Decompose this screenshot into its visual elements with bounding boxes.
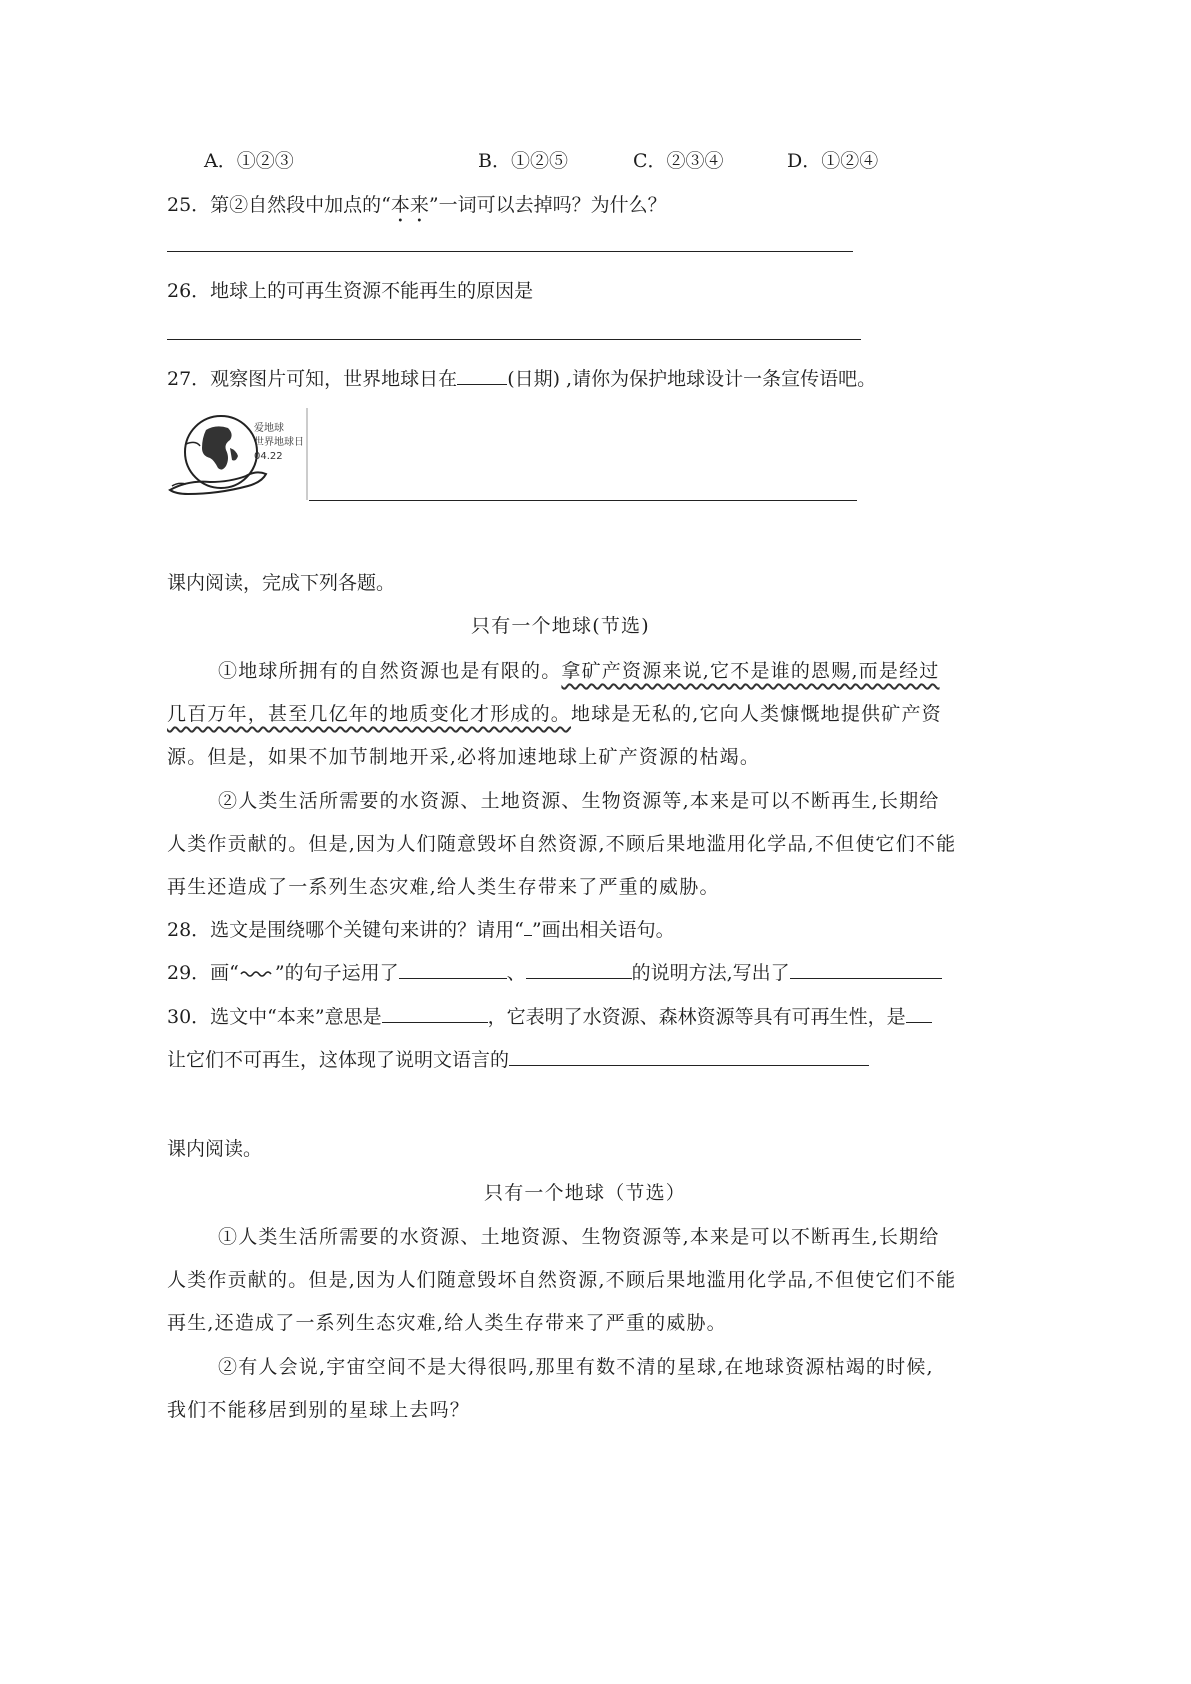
p1-sentence-d: 地球是无私的,它向人类慷慨地提供矿产资 (571, 703, 942, 725)
dotted-word: 本来 (390, 194, 429, 216)
question-27-after: (日期) (507, 368, 561, 390)
p1-wavy-b: 几百万年，甚至几亿年的地质变化才形成的。 (167, 703, 572, 725)
section-2-p1-line2: 人类作贡献的。但是,因为人们随意毁坏自然资源,不顾后果地滥用化学品,不但使它们不能 (167, 1269, 957, 1291)
section-1-intro: 课内阅读，完成下列各题。 (167, 572, 396, 594)
answer-line-25[interactable] (167, 251, 853, 252)
blank-language[interactable] (509, 1049, 869, 1066)
section-2-title: 只有一个地球（节选） (484, 1182, 687, 1204)
section-2-p1-line3: 再生,还造成了一系列生态灾难,给人类生存带来了严重的威胁。 (167, 1312, 727, 1334)
section-1-p1-line1 (218, 656, 940, 683)
question-28-before: 28．选文是围绕哪个关键句来讲的？请用“ (167, 919, 524, 941)
section-1-p1-line3: 源。但是，如果不加节制地开采,必将加速地球上矿产资源的枯竭。 (167, 746, 761, 768)
option-b: B．①②⑤ (478, 150, 568, 172)
section-2-p2-line2: 我们不能移居到别的星球上去吗？ (167, 1399, 471, 1421)
p1-sentence-a: ①地球所拥有的自然资源也是有限的。 (218, 660, 562, 682)
wavy-line-icon (239, 969, 275, 979)
answer-line-26[interactable] (167, 339, 861, 340)
question-25 (167, 190, 667, 227)
blank-written[interactable] (790, 962, 942, 979)
option-a: A．①②③ (204, 150, 294, 172)
question-25-prefix: 25．第②自然段中加点的“ (167, 194, 391, 216)
question-30-a: 30．选文中“本来”意思是 (167, 1006, 382, 1028)
p1-wavy-a: 拿矿产资源来说,它不是谁的恩赐,而是经过 (561, 660, 940, 682)
blank-method-2[interactable] (526, 962, 632, 979)
question-29-a: 29．画“ (167, 962, 239, 984)
question-26: 26．地球上的可再生资源不能再生的原因是 (167, 280, 534, 302)
blank-date[interactable] (457, 368, 507, 385)
question-29-b: ”的句子运用了 (274, 962, 399, 984)
question-27 (167, 364, 876, 391)
question-30 (167, 1002, 932, 1029)
question-30-line2 (167, 1045, 869, 1072)
question-30-line2-text: 让它们不可再生，这体现了说明文语言的 (167, 1049, 510, 1071)
answer-line-27[interactable] (309, 500, 857, 501)
section-1-p2-line3: 再生还造成了一系列生态灾难,给人类生存带来了严重的威胁。 (167, 876, 720, 898)
stamp-text-3: 04.22 (254, 451, 283, 462)
section-2-p1-line1: ①人类生活所需要的水资源、土地资源、生物资源等,本来是可以不断再生,长期给 (218, 1226, 940, 1248)
stamp-text-2: 世界地球日 (254, 437, 304, 448)
section-2-intro: 课内阅读。 (167, 1138, 263, 1160)
blank-meaning[interactable] (382, 1006, 488, 1023)
underline-symbol (524, 921, 532, 936)
question-29-d: 的说明方法,写出了 (631, 962, 790, 984)
question-27-before: 27．观察图片可知，世界地球日在 (167, 368, 458, 390)
section-2-p2-line1: ②有人会说,宇宙空间不是大得很吗,那里有数不清的星球,在地球资源枯竭的时候, (218, 1356, 934, 1378)
section-1-p2-line1: ②人类生活所需要的水资源、土地资源、生物资源等,本来是可以不断再生,长期给 (218, 790, 940, 812)
blank-reason[interactable] (906, 1006, 932, 1023)
question-27-rest: ,请你为保护地球设计一条宣传语吧。 (560, 368, 877, 390)
question-28-after: ”画出相关语句。 (531, 919, 675, 941)
question-25-suffix: ”一词可以去掉吗？为什么？ (428, 194, 667, 216)
stamp-text-1: 爱地球 (254, 423, 284, 434)
globe-hand-icon (166, 408, 308, 500)
earth-day-stamp (166, 408, 308, 500)
question-28 (167, 915, 675, 942)
option-d: D．①②④ (787, 150, 879, 172)
question-29 (167, 958, 942, 985)
blank-method-1[interactable] (399, 962, 507, 979)
section-1-p1-line2 (167, 699, 942, 726)
section-1-p2-line2: 人类作贡献的。但是,因为人们随意毁坏自然资源,不顾后果地滥用化学品,不但使它们不能 (167, 833, 957, 855)
section-1-title: 只有一个地球(节选) (471, 615, 650, 637)
question-29-c: 、 (506, 962, 526, 984)
question-30-b: ，它表明了水资源、森林资源等具有可再生性，是 (487, 1006, 906, 1028)
option-c: C．②③④ (633, 150, 724, 172)
